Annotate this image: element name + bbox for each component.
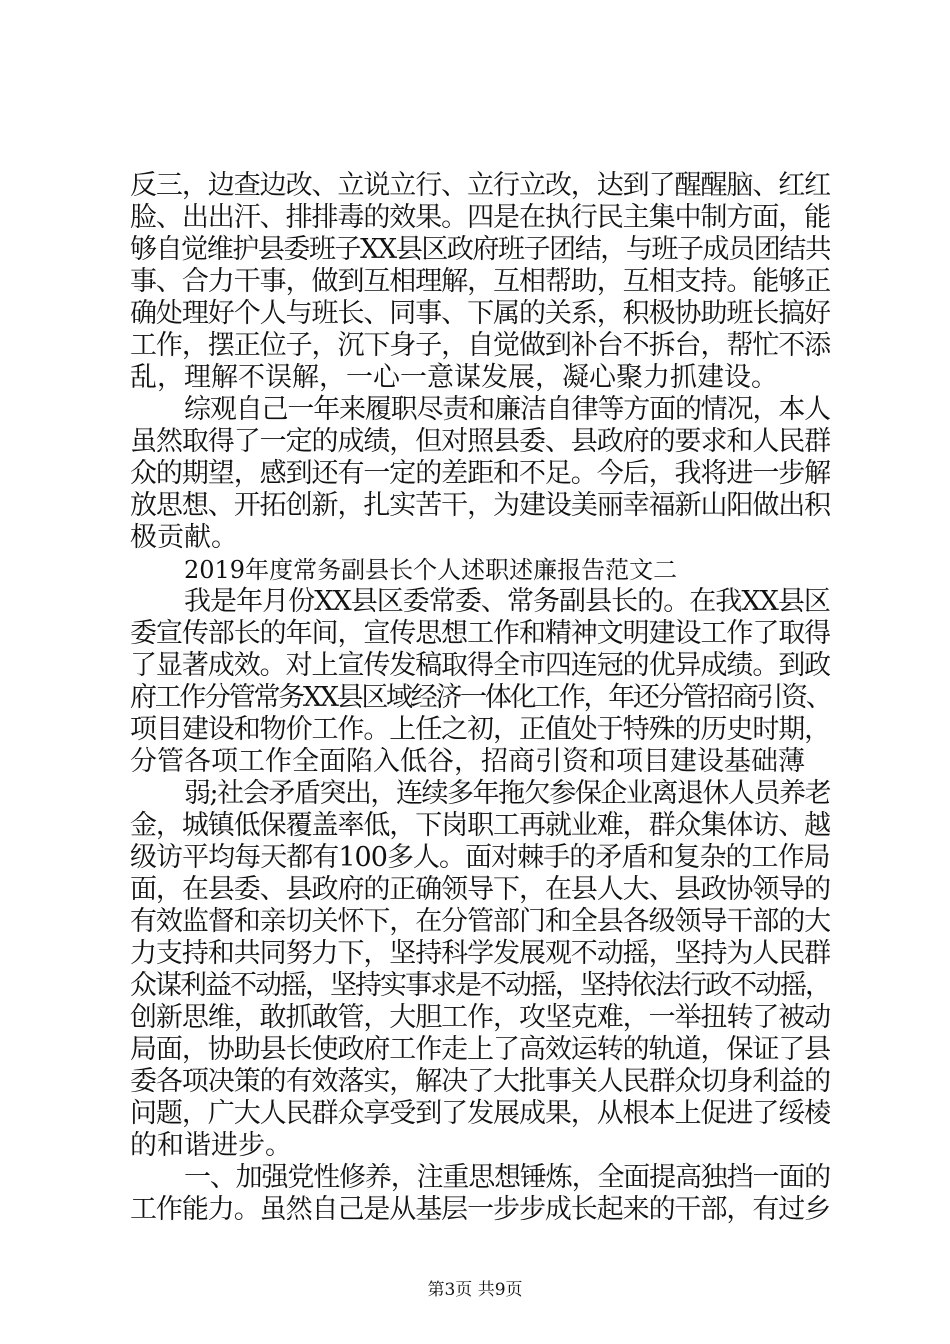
text-line: 反三，边查边改、立说立行、立行立改，达到了醒醒脑、红红 [130,170,830,201]
text-line: 乱，理解不误解，一心一意谋发展，凝心聚力抓建设。 [130,362,778,393]
text-line: 了显著成效。对上宣传发稿取得全市四连冠的优异成绩。到政 [130,650,830,681]
text-line: 确处理好个人与班长、同事、下属的关系，积极协助班长搞好 [130,298,830,329]
text-line: 一、加强党性修养，注重思想锤炼，全面提高独挡一面的 [184,1162,830,1193]
text-line: 弱;社会矛盾突出，连续多年拖欠参保企业离退休人员养老 [184,778,830,809]
text-line: 有效监督和亲切关怀下，在分管部门和全县各级领导干部的大 [130,906,830,937]
text-line: 局面，协助县长使政府工作走上了高效运转的轨道，保证了县 [130,1034,830,1065]
text-line: 极贡献。 [130,522,238,553]
text-line: 的和谐进步。 [130,1130,292,1161]
text-line: 虽然取得了一定的成绩，但对照县委、县政府的要求和人民群 [130,426,830,457]
text-line: 工作能力。虽然自己是从基层一步步成长起来的干部，有过乡 [130,1194,830,1225]
text-line: 面，在县委、县政府的正确领导下，在县人大、县政协领导的 [130,874,830,905]
text-line: 创新思维，敢抓敢管，大胆工作，攻坚克难，一举扭转了被动 [130,1002,830,1033]
text-line: 分管各项工作全面陷入低谷，招商引资和项目建设基础薄 [130,746,805,777]
text-line: 委宣传部长的年间，宣传思想工作和精神文明建设工作了取得 [130,618,830,649]
text-line: 综观自己一年来履职尽责和廉洁自律等方面的情况，本人 [184,394,830,425]
text-line: 我是年月份XX县区委常委、常务副县长的。在我XX县区 [184,586,830,617]
text-line: 项目建设和物价工作。上任之初，正值处于特殊的历史时期， [130,714,830,745]
text-line: 府工作分管常务XX县区域经济一体化工作，年还分管招商引资、 [130,682,830,713]
text-line: 级访平均每天都有100多人。面对棘手的矛盾和复杂的工作局 [130,842,830,873]
text-line: 力支持和共同努力下，坚持科学发展观不动摇，坚持为人民群 [130,938,830,969]
text-line: 金，城镇低保覆盖率低，下岗职工再就业难，群众集体访、越 [130,810,830,841]
text-line: 问题，广大人民群众享受到了发展成果，从根本上促进了绥棱 [130,1098,830,1129]
page-footer: 第3页 共9页 [427,1280,523,1300]
text-line: 脸、出出汗、排排毒的效果。四是在执行民主集中制方面，能 [130,202,830,233]
text-line: 事、合力干事，做到互相理解，互相帮助，互相支持。能够正 [130,266,830,297]
text-line: 工作，摆正位子，沉下身子，自觉做到补台不拆台，帮忙不添 [130,330,830,361]
text-line: 众谋利益不动摇，坚持实事求是不动摇，坚持依法行政不动摇， [130,970,830,1001]
text-line: 放思想、开拓创新，扎实苦干，为建设美丽幸福新山阳做出积 [130,490,830,521]
document-body [130,170,830,1226]
text-line: 2019年度常务副县长个人述职述廉报告范文二 [184,556,678,584]
text-line: 委各项决策的有效落实，解决了大批事关人民群众切身利益的 [130,1066,830,1097]
text-line: 够自觉维护县委班子XX县区政府班子团结，与班子成员团结共 [130,234,830,265]
text-line: 众的期望，感到还有一定的差距和不足。今后，我将进一步解 [130,458,830,489]
